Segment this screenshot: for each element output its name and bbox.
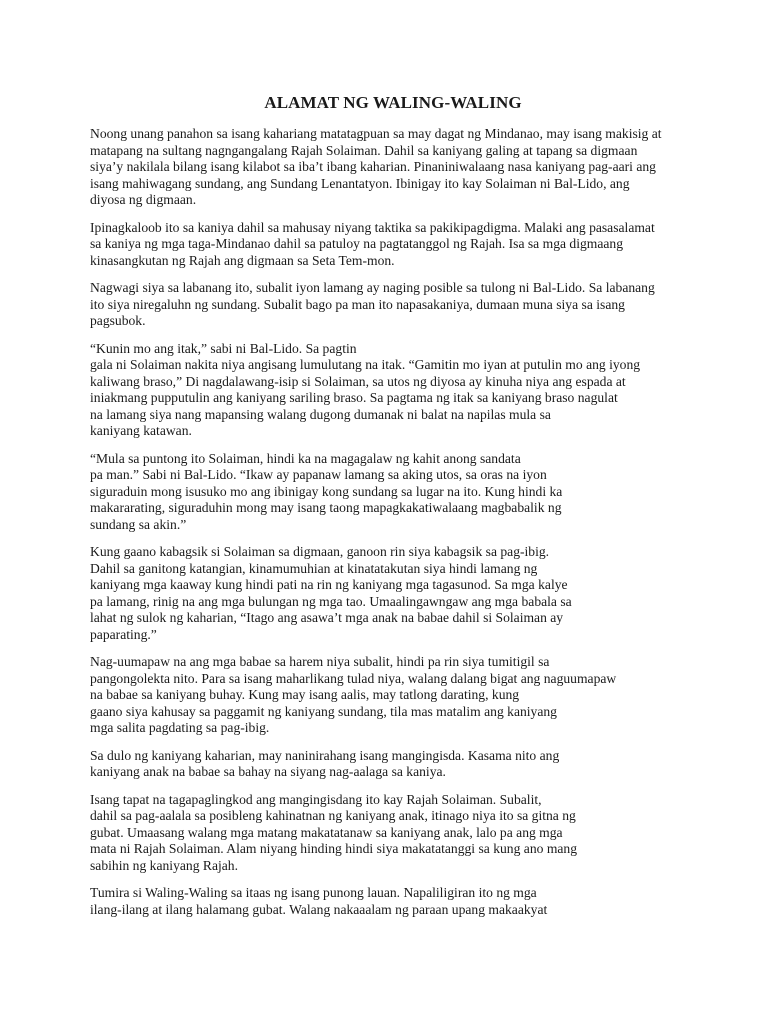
- text-line: kaniyang anak na babae sa bahay na siyang nag-aalaga sa kaniya.: [90, 764, 446, 779]
- text-line: Noong unang panahon sa isang kahariang matatagpuan sa may dagat ng Mindanao, may isang makisig at: [90, 126, 662, 141]
- text-line: pagsubok.: [90, 313, 146, 328]
- text-line: kaniyang mga kaaway kung hindi pati na rin ng kaniyang mga tagasunod. Sa mga kalye: [90, 577, 568, 592]
- paragraph: [90, 341, 696, 440]
- paragraph: [90, 748, 696, 781]
- text-line: gala ni Solaiman nakita niya angisang lumulutang na itak. “Gamitin mo iyan at putulin mo ang iyong: [90, 357, 641, 372]
- text-line: Nag-uumapaw na ang mga babae sa harem niya subalit, hindi pa rin siya tumitigil sa: [90, 654, 550, 669]
- document-body: [90, 126, 696, 918]
- text-line: matapang na sultang nagngangalang Rajah Solaiman. Dahil sa kaniyang galing at tapang sa digmaan: [90, 142, 638, 158]
- text-line: Kung gaano kabagsik si Solaiman sa digmaan, ganoon rin siya kabagsik sa pag-ibig.: [90, 544, 550, 559]
- text-line: pa man.” Sabi ni Bal-Lido. “Ikaw ay papanaw lamang sa aking utos, sa oras na iyon: [90, 467, 547, 482]
- text-line: Sa dulo ng kaniyang kaharian, may naninirahang isang mangingisda. Kasama nito ang: [90, 747, 560, 763]
- text-line: “Mula sa puntong ito Solaiman, hindi ka na magagalaw ng kahit anong sandata: [90, 450, 521, 466]
- text-line: isang mahiwagang sundang, ang Sundang Lenantatyon. Ibinigay ito kay Solaiman ni Bal-Lido, ang: [90, 175, 630, 191]
- text-line: pa lamang, rinig na ang mga bulungan ng mga tao. Umaalingawngaw ang mga babala sa: [90, 593, 572, 609]
- text-line: iniakmang pupputulin ang kaniyang sariling braso. Sa pagtama ng itak sa kaniyang braso nagulat: [90, 390, 618, 405]
- text-line: Nagwagi siya sa labanang ito, subalit iyon lamang ay naging posible sa tulong ni Bal-Lido. Sa labanang: [90, 280, 655, 295]
- text-line: mata ni Rajah Solaiman. Alam niyang hinding hindi siya makatatanggi sa kung ano mang: [90, 841, 578, 856]
- text-line: na babae sa kaniyang buhay. Kung may isang aalis, may tatlong darating, kung: [90, 687, 520, 702]
- text-line: Isang tapat na tagapaglingkod ang mangingisdang ito kay Rajah Solaiman. Subalit,: [90, 791, 542, 807]
- text-line: sundang sa akin.”: [90, 516, 187, 532]
- text-line: lahat ng sulok ng kaharian, “Itago ang asawa’t mga anak na babae dahil si Solaiman ay: [90, 610, 564, 625]
- text-line: na lamang siya nang mapansing walang dugong dumanak ni balat na napilas mula sa: [90, 406, 551, 422]
- text-line: gubat. Umaasang walang mga matang makatatanaw sa kaniyang anak, lalo pa ang mga: [90, 824, 563, 840]
- text-line: ito siya niregaluhn ng sundang. Subalit bago pa man ito napasakaniya, dumaan muna siya sa isang: [90, 296, 625, 312]
- text-line: paparating.”: [90, 626, 157, 642]
- text-line: Dahil sa ganitong katangian, kinamumuhian at kinatatakutan siya hindi lamang ng: [90, 560, 538, 576]
- text-line: kinasangkutan ng Rajah ang digmaan sa Seta Tem-mon.: [90, 252, 395, 268]
- text-line: ilang-ilang at ilang halamang gubat. Walang nakaaalam ng paraan upang makaakyat: [90, 901, 548, 917]
- paragraph: [90, 280, 696, 330]
- text-line: pangongolekta nito. Para sa isang maharlikang tulad niya, walang dalang bigat ang naguumapaw: [90, 670, 617, 686]
- text-line: Tumira si Waling-Waling sa itaas ng isang punong lauan. Napaliligiran ito ng mga: [90, 885, 537, 900]
- paragraph: [90, 654, 696, 737]
- paragraph: [90, 792, 696, 875]
- paragraph: [90, 885, 696, 918]
- text-line: kaliwang braso,” Di nagdalawang-isip si Solaiman, sa utos ng diyosa ay kinuha niya ang espada at: [90, 373, 626, 389]
- paragraph: [90, 220, 696, 270]
- text-line: makararating, siguraduhin mong may isang taong mapagkakatiwalaang magbabalik ng: [90, 500, 562, 515]
- text-line: siguraduin mong isusuko mo ang ibinigay kong sundang sa lugar na ito. Kung hindi ka: [90, 483, 563, 499]
- text-line: sa kaniya ng mga taga-Mindanao dahil sa patuloy na pagtatanggol ng Rajah. Isa sa mga digmaang: [90, 236, 624, 251]
- text-line: diyosa ng digmaan.: [90, 192, 197, 207]
- text-line: dahil sa pag-aalala sa posibleng kahinatnan ng kaniyang anak, itinago niya ito sa gitna ng: [90, 808, 576, 823]
- text-line: mga salita pagdating sa pag-ibig.: [90, 720, 270, 735]
- text-line: kaniyang katawan.: [90, 423, 192, 438]
- paragraph: [90, 451, 696, 534]
- paragraph: [90, 126, 696, 209]
- text-line: siya’y nakilala bilang isang kilabot sa iba’t ibang kaharian. Pinaniniwalaang nasa kaniyang pag-aari ang: [90, 159, 656, 174]
- text-line: Ipinagkaloob ito sa kaniya dahil sa mahusay niyang taktika sa pakikipagdigma. Malaki ang pasasalamat: [90, 219, 655, 235]
- paragraph: [90, 544, 696, 643]
- text-line: gaano siya kahusay sa paggamit ng kaniyang sundang, tila mas matalim ang kaniyang: [90, 703, 557, 719]
- document-title: ALAMAT NG WALING-WALING: [264, 93, 522, 112]
- text-line: sabihin ng kaniyang Rajah.: [90, 857, 238, 873]
- text-line: “Kunin mo ang itak,” sabi ni Bal-Lido. Sa pagtin: [90, 340, 357, 356]
